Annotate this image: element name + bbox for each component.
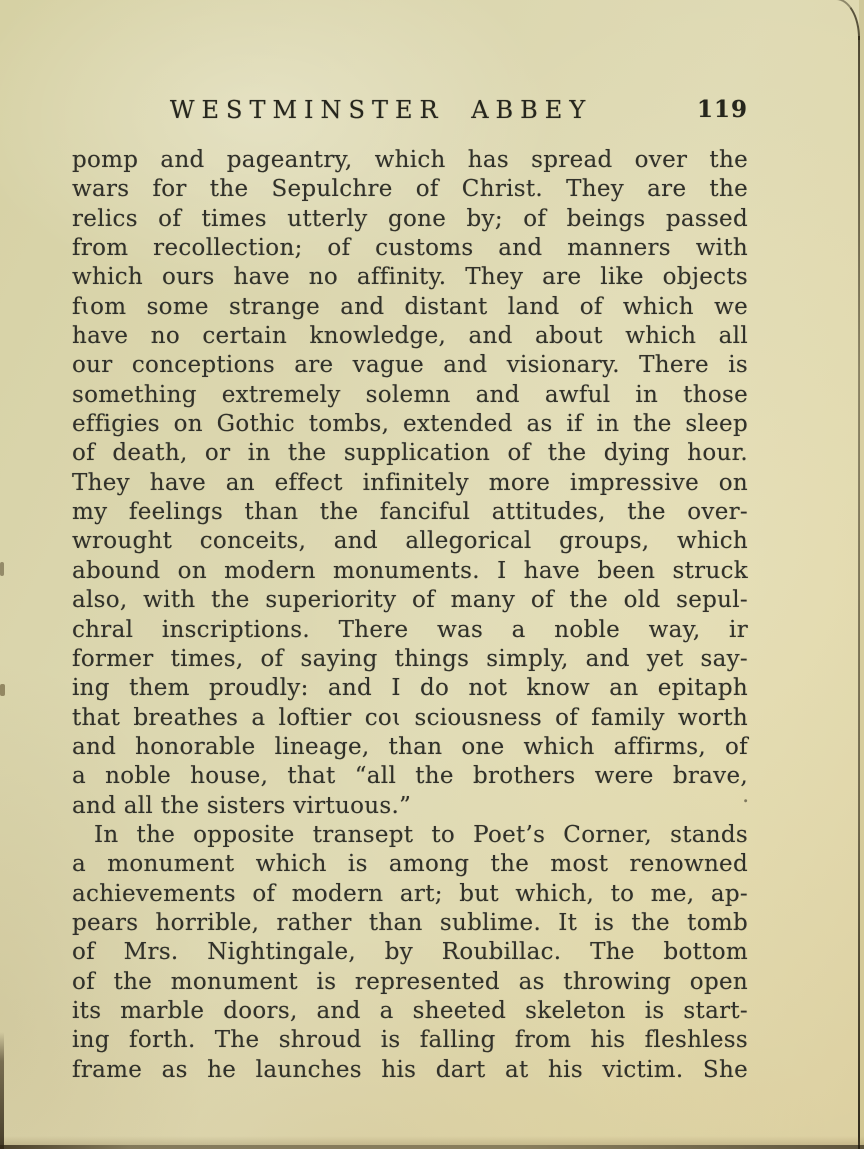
- text-line: my feelings than the fanciful attitudes, the over-: [72, 499, 748, 526]
- page-header: [72, 96, 748, 128]
- text-line: and all the sisters virtuous.”: [72, 792, 412, 819]
- text-line: achievements of modern art; but which, to me, ap-: [72, 880, 748, 907]
- text-line: relics of times utterly gone by; of beings passed: [72, 205, 748, 232]
- text-line: pomp and pageantry, which has spread over the: [72, 147, 748, 173]
- text-line: from recollection; of customs and manners with: [72, 235, 748, 262]
- text-line: its marble doors, and a sheeted skeleton is start-: [72, 997, 748, 1024]
- page-edge-left-bottom: [0, 1032, 4, 1149]
- text-line: have no certain knowledge, and about which all: [72, 323, 748, 350]
- paragraph: [72, 821, 748, 1085]
- text-line: former times, of saying things simply, and yet say-: [72, 645, 748, 672]
- text-line: a monument which is among the most renowned: [72, 851, 748, 878]
- text-line: frame as he launches his dart at his victim. She: [72, 1056, 748, 1083]
- page-corner-top-right: [834, 0, 860, 40]
- text-line: fɩom some strange and distant land of which we: [72, 293, 748, 320]
- text-line: chral inscriptions. There was a noble way, ir: [72, 616, 748, 643]
- text-line: a noble house, that “all the brothers were brave,: [72, 763, 748, 790]
- text-line: our conceptions are vague and visionary. There is: [72, 352, 748, 379]
- text-line: also, with the superiority of many of the old sepul-: [72, 587, 748, 614]
- text-line: wars for the Sepulchre of Christ. They are the: [72, 176, 748, 203]
- page-title: WESTMINSTER ABBEY: [169, 96, 593, 124]
- text-line: ing forth. The shroud is falling from his fleshless: [72, 1027, 748, 1054]
- text-line: which ours have no affinity. They are like objects: [72, 264, 748, 291]
- text-line: and honorable lineage, than one which affirms, of: [72, 733, 748, 760]
- page-edge-right: [858, 36, 860, 1149]
- edge-speck: [0, 562, 4, 576]
- text-line: abound on modern monuments. I have been struck: [72, 557, 748, 584]
- page-edge-bottom: [0, 1145, 864, 1149]
- edge-speck: [0, 684, 5, 696]
- page-number: 119: [696, 96, 748, 123]
- text-line: pears horrible, rather than sublime. It is the tomb: [72, 909, 748, 936]
- page-edge-shade-bottom: [0, 1136, 864, 1145]
- text-body: [72, 146, 748, 1085]
- text-line: In the opposite transept to Poet’s Corner, stands: [94, 821, 748, 848]
- text-line: of the monument is represented as throwing open: [72, 968, 748, 995]
- paragraph: [72, 146, 748, 821]
- text-line: that breathes a loftier coɩ sciousness of family worth: [72, 704, 748, 731]
- text-line: effigies on Gothic tombs, extended as if in the sleep: [72, 411, 748, 438]
- text-line: ing them proudly: and I do not know an epitaph: [72, 675, 748, 702]
- text-line: wrought conceits, and allegorical groups, which: [72, 528, 748, 555]
- text-line: something extremely solemn and awful in those: [72, 381, 748, 408]
- text-line: of Mrs. Nightingale, by Roubillac. The bottom: [72, 939, 748, 966]
- stray-ink-dot: .: [742, 782, 750, 808]
- text-line: They have an effect infinitely more impressive on: [72, 469, 748, 496]
- text-line: of death, or in the supplication of the dying hour.: [72, 440, 748, 467]
